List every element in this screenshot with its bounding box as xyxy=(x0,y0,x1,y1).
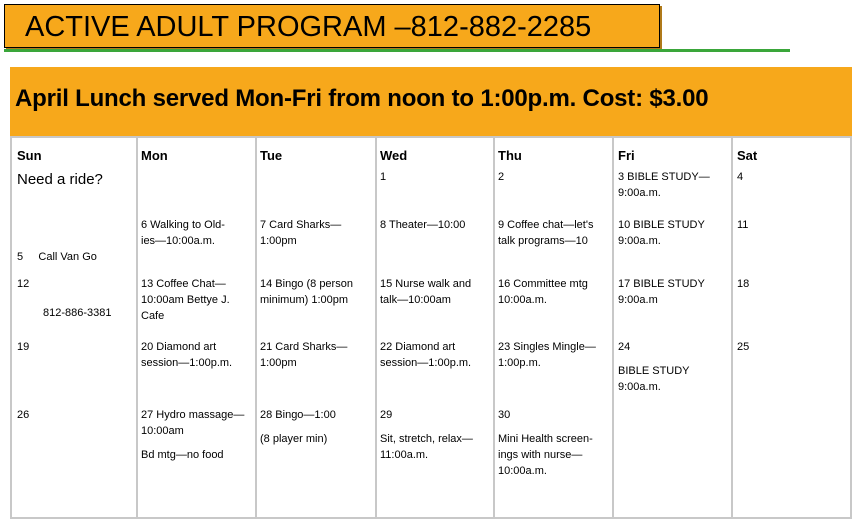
event-text: 23 Singles Mingle— xyxy=(498,341,596,353)
event-text: 9:00a.m. xyxy=(618,187,661,199)
lunch-banner-text: April Lunch served Mon-Fri from noon to 1:00p.m. Cost: $3.00 xyxy=(15,85,709,112)
column-divider xyxy=(612,138,614,517)
event-text: 30 xyxy=(498,409,511,421)
event-text: 10:00am xyxy=(141,425,184,437)
event-text: 15 Nurse walk and xyxy=(380,278,472,290)
day-cell-5 xyxy=(17,217,112,353)
day-cell-17 xyxy=(618,276,705,308)
need-ride-text: Need a ride? xyxy=(17,171,103,188)
column-divider xyxy=(255,138,257,517)
event-text: 9:00a.m. xyxy=(618,381,661,393)
event-text: Bd mtg—no food xyxy=(141,449,224,461)
day-cell-24 xyxy=(618,339,690,395)
day-cell-2: 2 xyxy=(498,171,505,183)
event-text: 10 BIBLE STUDY xyxy=(618,219,705,231)
event-text: Mini Health screen- xyxy=(498,433,593,445)
day-cell-23 xyxy=(498,339,596,371)
day-cell-7 xyxy=(260,217,341,249)
day-cell-30 xyxy=(498,407,593,479)
day-cell-6 xyxy=(141,217,225,249)
event-text: Cafe xyxy=(141,310,165,322)
event-text: 5 Call Van Go xyxy=(17,251,97,263)
column-divider xyxy=(136,138,138,517)
event-text: 10:00a.m. xyxy=(498,294,547,306)
event-text: 21 Card Sharks— xyxy=(260,341,348,353)
day-cell-15 xyxy=(380,276,471,308)
event-text: 28 Bingo—1:00 xyxy=(260,409,336,421)
event-text: 24 xyxy=(618,341,631,353)
event-text: 27 Hydro massage— xyxy=(141,409,245,421)
event-text: 7 Card Sharks— xyxy=(260,219,342,231)
event-text: ies—10:00a.m. xyxy=(141,235,215,247)
event-text: minimum) 1:00pm xyxy=(260,294,349,306)
day-cell-1: 1 xyxy=(380,171,387,183)
day-cell-10 xyxy=(618,217,705,249)
column-divider xyxy=(493,138,495,517)
day-cell-27 xyxy=(141,407,244,463)
event-text: talk—10:00am xyxy=(380,294,451,306)
event-text: session—1:00p.m. xyxy=(141,357,233,369)
event-text: 3 BIBLE STUDY— xyxy=(618,171,710,183)
column-divider xyxy=(375,138,377,517)
day-cell-20 xyxy=(141,339,232,371)
day-cell-26: 26 xyxy=(17,409,30,421)
day-cell-19: 19 xyxy=(17,341,30,353)
day-cell-8: 8 Theater—10:00 xyxy=(380,219,466,231)
day-cell-4: 4 xyxy=(737,171,744,183)
day-header-sat: Sat xyxy=(737,148,758,163)
lunch-banner xyxy=(10,67,852,136)
day-cell-14 xyxy=(260,276,353,308)
day-header-mon: Mon xyxy=(141,148,168,163)
event-text: 13 Coffee Chat— xyxy=(141,278,226,290)
event-text: 10:00a.m. xyxy=(498,465,547,477)
title-underline xyxy=(4,49,790,52)
van-go-phone: 812-886-3381 xyxy=(43,307,112,319)
day-cell-16 xyxy=(498,276,588,308)
event-text: 1:00p.m. xyxy=(498,357,541,369)
event-text: talk programs—10 xyxy=(498,235,588,247)
event-text: BIBLE STUDY xyxy=(618,365,690,377)
event-text: 1:00pm xyxy=(260,235,297,247)
day-cell-28 xyxy=(260,407,336,447)
event-text: session—1:00p.m. xyxy=(380,357,472,369)
day-cell-13 xyxy=(141,276,230,324)
event-text: 17 BIBLE STUDY xyxy=(618,278,705,290)
event-text: 1:00pm xyxy=(260,357,297,369)
event-text: 10:00am Bettye J. xyxy=(141,294,230,306)
event-text: 16 Committee mtg xyxy=(498,278,588,290)
day-cell-29 xyxy=(380,407,473,463)
calendar-grid xyxy=(10,136,852,519)
day-header-fri: Fri xyxy=(618,148,635,163)
day-cell-9 xyxy=(498,217,593,249)
event-text: Sit, stretch, relax— xyxy=(380,433,473,445)
day-cell-11: 11 xyxy=(737,219,749,231)
event-text: 11:00a.m. xyxy=(380,449,429,461)
event-text: 9 Coffee chat—let's xyxy=(498,219,594,231)
day-cell-3 xyxy=(618,169,710,201)
day-cell-22 xyxy=(380,339,471,371)
event-text: ings with nurse— xyxy=(498,449,583,461)
event-text: 20 Diamond art xyxy=(141,341,217,353)
day-cell-25: 25 xyxy=(737,341,750,353)
event-text: (8 player min) xyxy=(260,433,328,445)
event-text: 14 Bingo (8 person xyxy=(260,278,353,290)
day-cell-21 xyxy=(260,339,347,371)
day-cell-12: 12 xyxy=(17,278,30,290)
program-title: ACTIVE ADULT PROGRAM –812-882-2285 xyxy=(4,4,660,48)
day-header-thu: Thu xyxy=(498,148,522,163)
day-header-tue: Tue xyxy=(260,148,283,163)
event-text: 22 Diamond art xyxy=(380,341,456,353)
column-divider xyxy=(731,138,733,517)
day-header-wed: Wed xyxy=(380,148,408,163)
day-cell-18: 18 xyxy=(737,278,750,290)
event-text: 29 xyxy=(380,409,393,421)
day-header-sun: Sun xyxy=(17,148,42,163)
event-text: 6 Walking to Old- xyxy=(141,219,225,231)
event-text: 9:00a.m xyxy=(618,294,658,306)
event-text: 9:00a.m. xyxy=(618,235,661,247)
